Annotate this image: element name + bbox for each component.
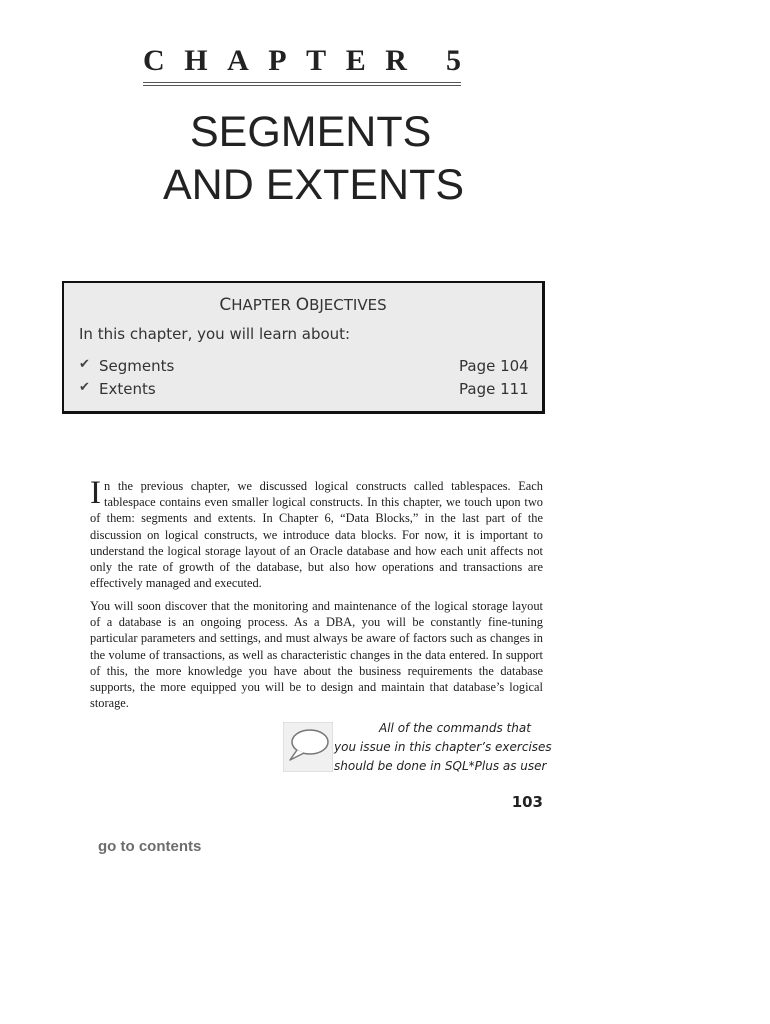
chapter-rule-top	[143, 82, 461, 83]
chapter-letter: E	[345, 44, 366, 77]
chapter-letter: C	[143, 44, 165, 77]
paragraph-text: n the previous chapter, we discussed logical constructs called tablespaces. Each tablespace contains even smaller logical constructs. In this chapter, we touch upon two of them: segments and extents. In Chapter 6, “Data Blocks,” in the last part of the discussion on logical constructs, we introduce data blocks. For now, it is important to understand the logical storage layout of an Oracle database and how each unit affects not only the rate of growth of the database, but also how operations and transactions are effectively managed and executed.	[90, 479, 543, 591]
chapter-letter: R	[385, 44, 407, 77]
checkmark-icon: ✔	[79, 357, 90, 372]
objectives-intro: In this chapter, you will learn about:	[79, 325, 351, 343]
note-line: should be done in SQL*Plus as user	[334, 759, 547, 773]
speech-bubble-icon	[283, 722, 333, 772]
objectives-heading: CHAPTER OBJECTIVES	[219, 295, 387, 315]
chapter-letter: P	[268, 44, 287, 77]
body-paragraph-2: You will soon discover that the monitoring and maintenance of the logical storage layout of a database is an ongoing process. As a DBA, you will be constantly fine-tuning particular parameters and settings, and must always be aware of factors such as changes in the volume of transactions, as well as characteristic changes in the data entered. In support of this, the more knowledge you have about the business requirements the database supports, the more equipped you will be to design and maintain that database’s logical storage.	[90, 599, 543, 711]
page-number: 103	[511, 793, 543, 811]
note-line: you issue in this chapter’s exercises	[334, 740, 552, 754]
chapter-title-line2: AND EXTENTS	[163, 161, 465, 209]
chapter-rule-bottom	[143, 85, 461, 86]
chapter-objectives-box	[62, 281, 545, 414]
chapter-label	[143, 44, 461, 78]
body-paragraph-1	[90, 475, 543, 591]
objective-page: Page 104	[459, 357, 529, 375]
drop-cap: I	[90, 475, 101, 511]
margin-note	[334, 719, 552, 776]
objective-label: Segments	[99, 357, 175, 375]
objective-item	[79, 380, 529, 398]
chapter-title	[163, 106, 543, 212]
chapter-title-line1: SEGMENTS	[190, 108, 432, 156]
chapter-letter: A	[227, 44, 249, 77]
objective-page: Page 111	[459, 380, 529, 398]
checkmark-icon: ✔	[79, 380, 90, 395]
chapter-letter: T	[306, 44, 327, 77]
chapter-number: 5	[445, 44, 461, 77]
go-to-contents-link[interactable]: go to contents	[98, 838, 202, 855]
objective-item	[79, 357, 529, 375]
note-line: All of the commands that	[379, 721, 531, 735]
chapter-letter: H	[184, 44, 208, 77]
objective-label: Extents	[99, 380, 156, 398]
